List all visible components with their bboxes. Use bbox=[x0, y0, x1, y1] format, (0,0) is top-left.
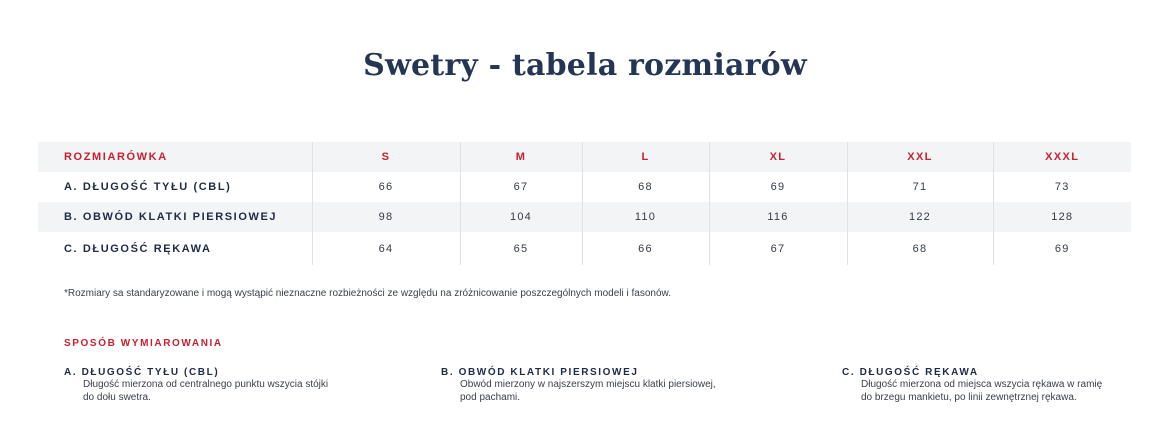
description-line: do dołu swetra. bbox=[83, 391, 151, 403]
description-line: do brzegu mankietu, po linii zewnętrznej rękawa. bbox=[861, 391, 1077, 403]
table-cell: 110 bbox=[582, 202, 709, 232]
measurement-item-chest bbox=[441, 367, 750, 404]
size-header-l: L bbox=[582, 142, 709, 172]
measurement-method-heading: SPOSÓB WYMIAROWANIA bbox=[64, 338, 223, 349]
row-label: A. DŁUGOŚĆ TYŁU (CBL) bbox=[64, 181, 232, 193]
table-cell: 122 bbox=[847, 202, 993, 232]
description-line: pod pachami. bbox=[460, 391, 521, 403]
table-cell: 98 bbox=[312, 202, 460, 232]
size-header-m: M bbox=[460, 142, 582, 172]
measurement-item-description bbox=[83, 379, 373, 404]
measurement-item-back-length bbox=[64, 367, 373, 404]
table-cell: 69 bbox=[709, 172, 847, 202]
table-row bbox=[38, 172, 1131, 202]
description-line: Długość mierzona od miejsca wszycia rękawa w ramię bbox=[861, 379, 1103, 390]
measurement-item-title: B. OBWÓD KLATKI PIERSIOWEJ bbox=[441, 367, 639, 378]
size-header-s: S bbox=[312, 142, 460, 172]
description-line: Obwód mierzony w najszerszym miejscu klatki piersiowej, bbox=[460, 379, 716, 390]
table-cell: 66 bbox=[312, 172, 460, 202]
page-title: Swetry - tabela rozmiarów bbox=[363, 48, 807, 83]
table-row bbox=[38, 202, 1131, 232]
measurement-item-description bbox=[861, 379, 1151, 404]
measurement-item-sleeve-length bbox=[842, 367, 1151, 404]
row-label: C. DŁUGOŚĆ RĘKAWA bbox=[64, 242, 212, 255]
measurement-item-title: C. DŁUGOŚĆ RĘKAWA bbox=[842, 367, 979, 378]
table-cell: 128 bbox=[993, 202, 1131, 232]
table-cell: 65 bbox=[460, 232, 582, 265]
table-cell: 66 bbox=[582, 232, 709, 265]
table-cell: 69 bbox=[993, 232, 1131, 265]
table-cell: 67 bbox=[709, 232, 847, 265]
measurement-item-title: A. DŁUGOŚĆ TYŁU (CBL) bbox=[64, 367, 220, 378]
table-header-label: ROZMIARÓWKA bbox=[38, 142, 312, 172]
table-cell: 68 bbox=[582, 172, 709, 202]
size-header-xxl: XXL bbox=[847, 142, 993, 172]
size-disclaimer-note: *Rozmiary sa standaryzowane i mogą wystąpić nieznaczne rozbieżności ze względu na zróżnicowanie poszczególnych modeli i fasonów. bbox=[64, 288, 671, 299]
size-header-xxxl: XXXL bbox=[993, 142, 1131, 172]
table-cell: 71 bbox=[847, 172, 993, 202]
table-cell: 73 bbox=[993, 172, 1131, 202]
measurement-item-description bbox=[460, 379, 750, 404]
table-row bbox=[38, 232, 1131, 265]
table-cell: 67 bbox=[460, 172, 582, 202]
row-label: B. OBWÓD KLATKI PIERSIOWEJ bbox=[38, 202, 312, 232]
size-table bbox=[38, 142, 1131, 265]
size-header-xl: XL bbox=[709, 142, 847, 172]
table-cell: 116 bbox=[709, 202, 847, 232]
table-cell: 68 bbox=[847, 232, 993, 265]
table-cell: 64 bbox=[312, 232, 460, 265]
description-line: Długość mierzona od centralnego punktu wszycia stójki bbox=[83, 379, 329, 390]
table-header-row bbox=[38, 142, 1131, 172]
table-cell: 104 bbox=[460, 202, 582, 232]
